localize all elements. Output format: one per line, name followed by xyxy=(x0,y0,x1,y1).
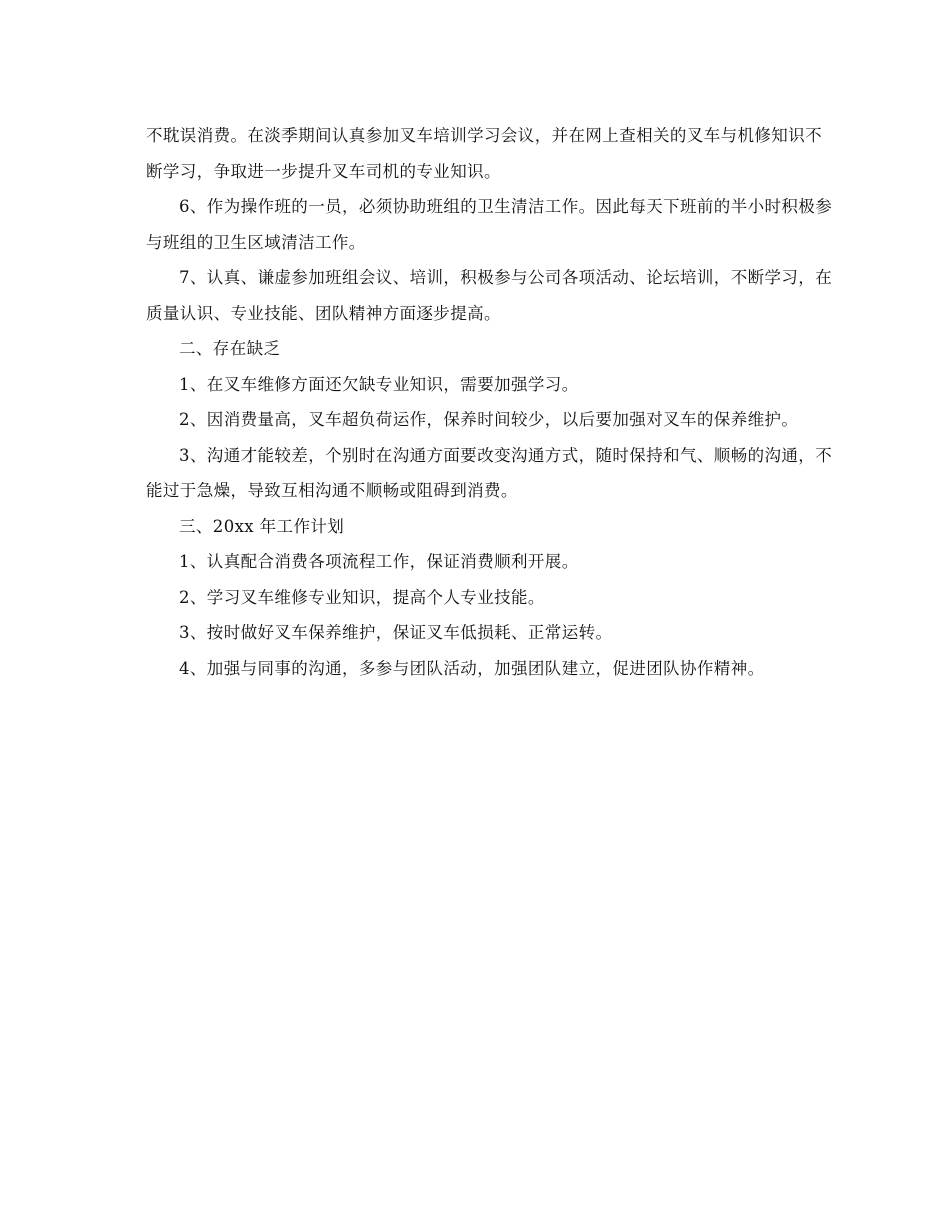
paragraph-shortcoming-3: 3、沟通才能较差，个别时在沟通方面要改变沟通方式，随时保持和气、顺畅的沟通，不能过于急燥，导致互相沟通不顺畅或阻碍到消费。 xyxy=(146,445,833,500)
paragraph-item-7: 7、认真、谦虚参加班组会议、培训，积极参与公司各项活动、论坛培训，不断学习，在质量认识、专业技能、团队精神方面逐步提高。 xyxy=(146,268,833,323)
paragraph-plan-4: 4、加强与同事的沟通，多参与团队活动，加强团队建立，促进团队协作精神。 xyxy=(179,658,765,678)
paragraph-item-6: 6、作为操作班的一员，必须协助班组的卫生清洁工作。因此每天下班前的半小时积极参与班组的卫生区域清洁工作。 xyxy=(146,197,833,252)
paragraph-shortcoming-2: 2、因消费量高，叉车超负荷运作，保养时间较少，以后要加强对叉车的保养维护。 xyxy=(179,410,799,429)
paragraph-shortcoming-1: 1、在叉车维修方面还欠缺专业知识，需要加强学习。 xyxy=(179,374,579,394)
paragraph-plan-1: 1、认真配合消费各项流程工作，保证消费顺利开展。 xyxy=(179,552,579,571)
section-heading-shortcomings: 二、存在缺乏 xyxy=(179,339,281,358)
section-heading-work-plan: 三、20xx 年工作计划 xyxy=(179,516,345,536)
paragraph-continuation: 不耽误消费。在淡季期间认真参加叉车培训学习会议，并在网上查相关的叉车与机修知识不断学习，争取进一步提升叉车司机的专业知识。 xyxy=(146,126,822,181)
document-body xyxy=(146,118,836,686)
paragraph-plan-2: 2、学习叉车维修专业知识，提高个人专业技能。 xyxy=(179,587,545,607)
paragraph-plan-3: 3、按时做好叉车保养维护，保证叉车低损耗、正常运转。 xyxy=(179,623,613,642)
